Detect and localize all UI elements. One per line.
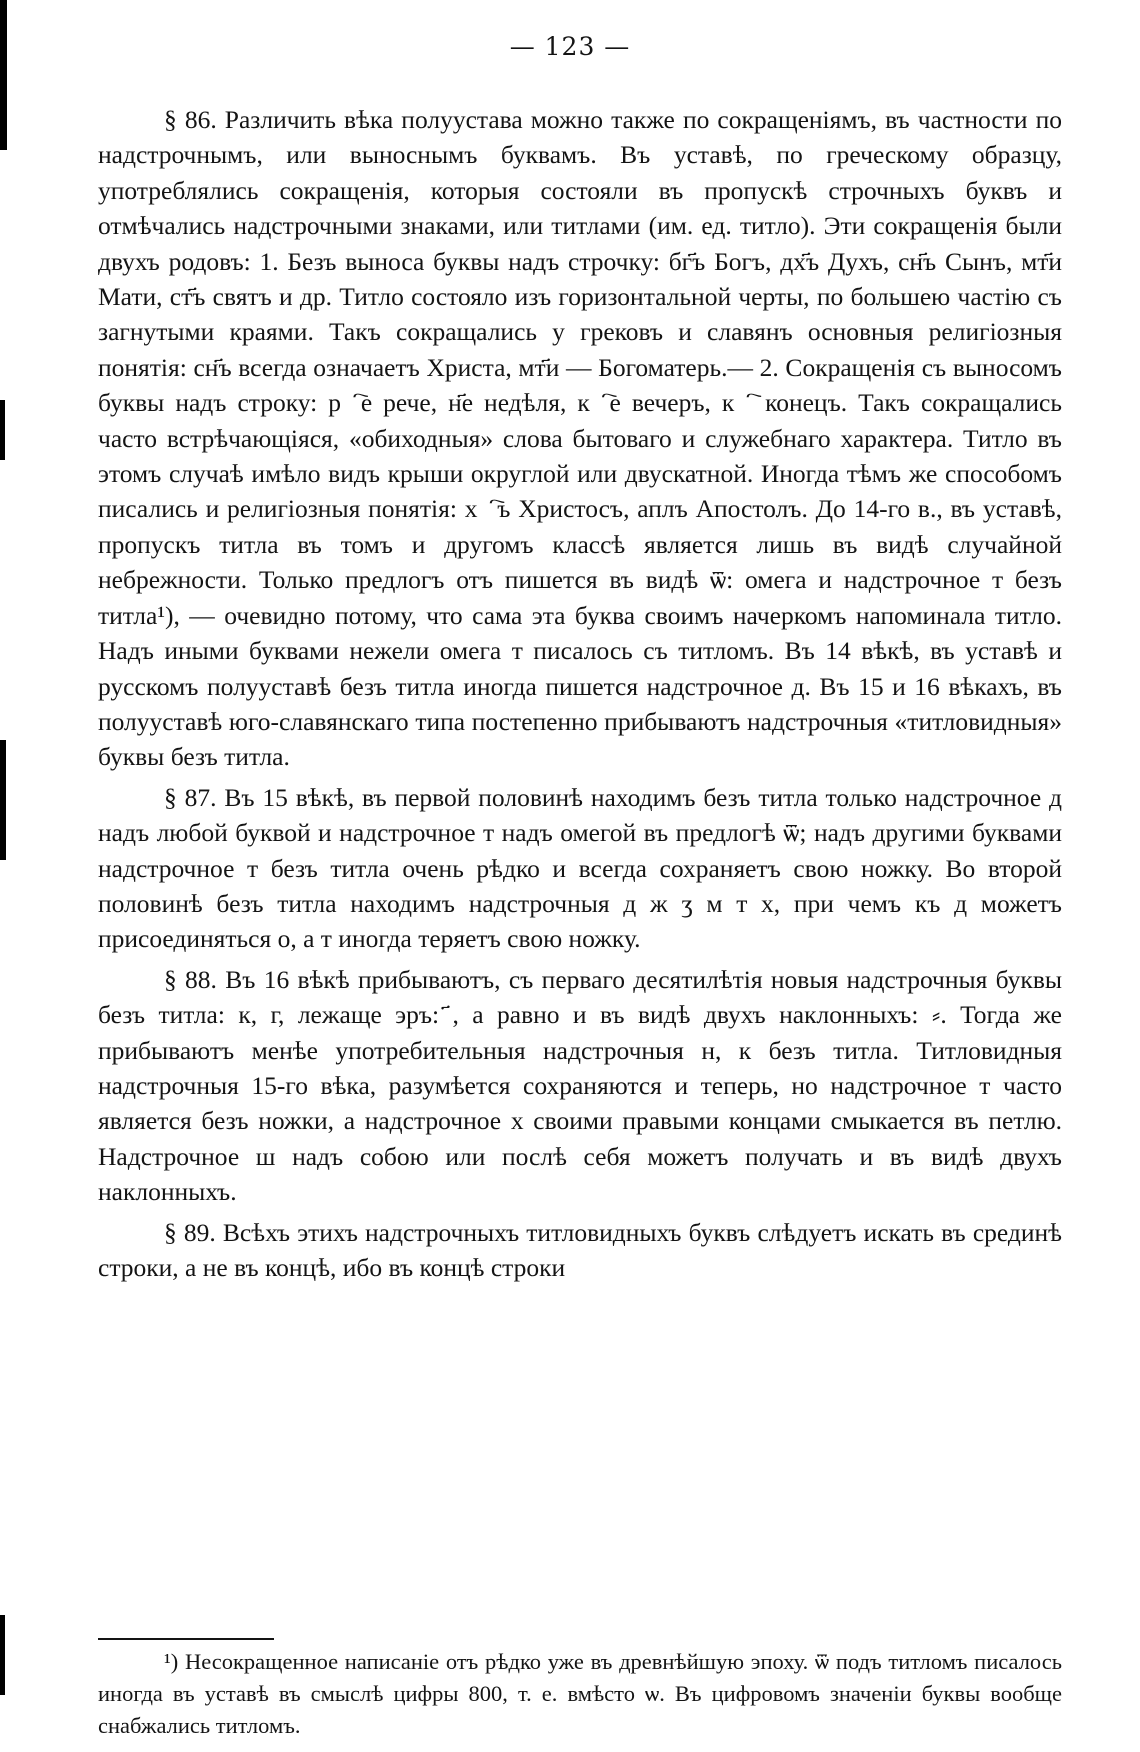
paragraph-86: § 86. Различить вѣка полуустава можно также по сокращеніямъ, въ частности по надстрочнымъ, или выноснымъ буквамъ. Въ уставѣ, по греческому образцу, употреблялись сокращенія, которыя состояли въ пропускѣ строчныхъ буквъ и отмѣчались надстрочными знаками, или титлами (им. ед. титло). Эти сокращенія были двухъ родовъ: 1. Безъ выноса буквы надъ строчку: бг҃ъ Богъ, дх҃ъ Духъ, сн҃ъ Сынъ, мт҃и Мати, ст҃ъ святъ и др. Титло состояло изъ горизонтальной черты, по большею частію съ загнутыми краями. Такъ сокращались у грековъ и славянъ основныя религіозныя понятія: сн҃ъ всегда означаетъ Христа, мт҃и — Богоматерь.— 2. Сокращенія съ выносомъ буквы надъ строку: рⷱ҇е рече, н҃е недѣля, кⷱ҇е вечеръ, кⷰ҇ конецъ. Такъ сокращались часто встрѣчающіяся, «обиходныя» слова бытоваго и служебнаго характера. Титло въ этомъ случаѣ имѣло видъ крыши округлой или двускатной. Иногда тѣмъ же способомъ писались и религіозныя понятія: хⷭ҇ъ Христосъ, аплъ Апостолъ. До 14-го в., въ уставѣ, пропускъ титла въ томъ и другомъ классѣ является лишь въ видѣ случайной небрежности. Только предлогъ отъ пишется въ видѣ ѿ: омега и надстрочное т безъ титла¹), — очевидно потому, что сама эта буква своимъ начеркомъ напоминала титло. Надъ иными буквами нежели омега т писалось съ титломъ. Въ 14 вѣкѣ, въ уставѣ и русскомъ полууставѣ безъ титла иногда пишется надстрочное д. Въ 15 и 16 вѣкахъ, въ полууставѣ юго-славянскаго типа постепенно прибываютъ надстрочныя «титловидныя» буквы безъ титла.: [98, 105, 1062, 772]
scan-edge-bottom: [0, 1615, 5, 1695]
paragraph-87: § 87. Въ 15 вѣкѣ, въ первой половинѣ находимъ безъ титла только надстрочное д надъ любой буквой и надстрочное т надъ омегой въ предлогѣ ѿ; надъ другими буквами надстрочное т безъ титла очень рѣдко и всегда сохраняетъ свою ножку. Во второй половинѣ безъ титла находимъ надстрочныя д ж ӡ м т х, при чемъ къ д можетъ присоединяться о, а т иногда теряетъ свою ножку.: [98, 782, 1062, 954]
body-text: [98, 102, 1062, 1290]
scan-edge-lower: [0, 740, 6, 860]
paragraph-89: § 89. Всѣхъ этихъ надстрочныхъ титловидныхъ буквъ слѣдуетъ искать въ срединѣ строки, а не въ концѣ, ибо въ концѣ строки: [98, 1217, 1062, 1282]
scan-edge-top: [0, 0, 7, 150]
footnote: ¹) Несокращенное написаніе отъ рѣдко уже въ древнѣйшую эпоху. ѿ подъ титломъ писалось иногда въ уставѣ въ смыслѣ цифры 800, т. е. вмѣсто ѡ. Въ цифровомъ значеніи буквы вообще снабжались титломъ.: [98, 1649, 1062, 1738]
paragraph-88: § 88. Въ 16 вѣкѣ прибываютъ, съ перваго десятилѣтія новыя надстрочныя буквы безъ титла: к, г, лежаще эръ: ҃, а равно и въ видѣ двухъ наклонныхъ: ⸗. Тогда же прибываютъ менѣе употребительныя надстрочныя н, к безъ титла. Титловидныя надстрочныя 15-го вѣка, разумѣется сохраняются и теперь, но надстрочное т часто является безъ ножки, а надстрочное х своими правыми концами смыкается въ петлю. Надстрочное ш надъ собою или послѣ себя можетъ получать и въ видѣ двухъ наклонныхъ.: [98, 964, 1062, 1207]
scan-edge-middle: [0, 400, 5, 460]
page-number: — 123 —: [509, 32, 631, 61]
footnote-divider: [98, 1638, 274, 1640]
